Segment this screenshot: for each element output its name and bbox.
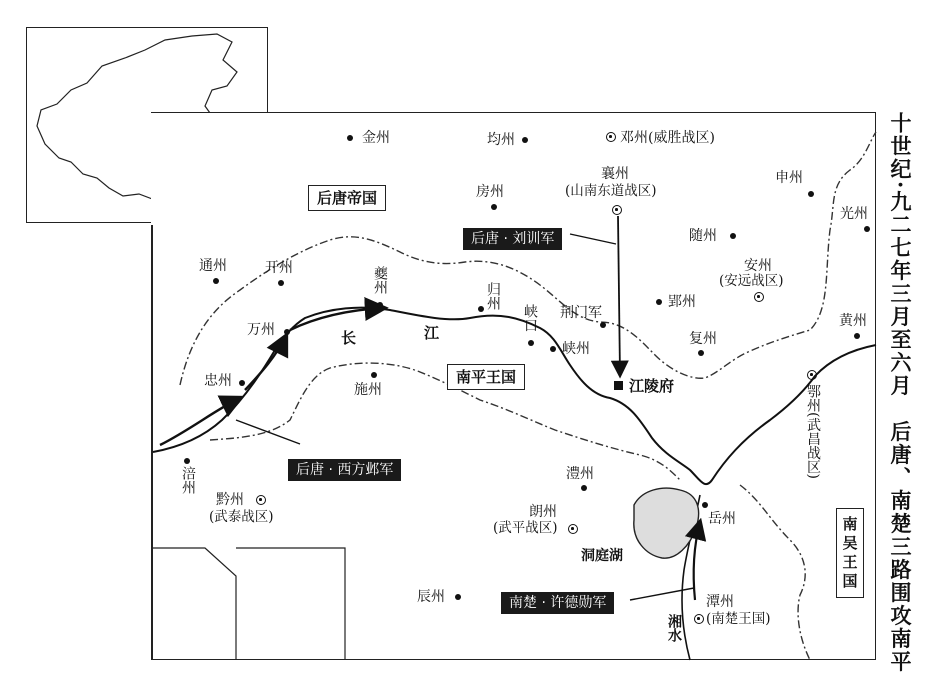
city-kuizhou: 夔州 bbox=[372, 266, 388, 294]
city-marker bbox=[528, 340, 534, 346]
city-qianzhou: 黔州 bbox=[216, 492, 244, 508]
arrow-xudexun bbox=[694, 522, 700, 600]
capital-marker bbox=[256, 495, 266, 505]
region-lower-left-2 bbox=[236, 548, 345, 660]
city-guizhou: 归州 bbox=[485, 282, 501, 310]
city-marker bbox=[600, 322, 606, 328]
city-marker bbox=[656, 299, 662, 305]
city-yuezhou: 岳州 bbox=[708, 511, 736, 527]
city-langzhou-sub: (武平战区) bbox=[493, 520, 558, 536]
capital-marker bbox=[606, 132, 616, 142]
city-fuzhou: 涪州 bbox=[180, 466, 196, 494]
city-marker bbox=[278, 280, 284, 286]
city-marker bbox=[854, 333, 860, 339]
arrow-liuxun bbox=[618, 216, 620, 375]
city-marker bbox=[730, 233, 736, 239]
city-xiangzhou-sub: (山南东道战区) bbox=[565, 183, 657, 199]
leader-xudexun bbox=[630, 588, 694, 600]
river-xiangshui: 湘水 bbox=[666, 614, 682, 642]
arrow-xifang-1 bbox=[160, 398, 240, 445]
city-marker bbox=[864, 226, 870, 232]
city-huangzhou: 黄州 bbox=[839, 313, 867, 329]
city-guangzhou: 光州 bbox=[840, 206, 868, 222]
city-shizhou: 施州 bbox=[354, 382, 382, 398]
city-chenzhou: 辰州 bbox=[417, 589, 445, 605]
army-xudexun-label: 南楚 · 许德勋军 bbox=[501, 592, 614, 614]
city-marker bbox=[702, 502, 708, 508]
river-changjiang-2: 江 bbox=[424, 324, 440, 342]
city-marker bbox=[808, 191, 814, 197]
river-changjiang-1: 长 bbox=[341, 329, 357, 347]
city-marker bbox=[213, 278, 219, 284]
capital-marker bbox=[612, 205, 622, 215]
city-marker bbox=[377, 302, 383, 308]
capital-marker bbox=[568, 524, 578, 534]
army-liuxun-label: 后唐 · 刘训军 bbox=[463, 228, 562, 250]
border-south bbox=[210, 363, 680, 480]
city-marker bbox=[455, 594, 461, 600]
region-lower-left bbox=[153, 548, 236, 660]
city-yingzhou: 郢州 bbox=[668, 294, 696, 310]
city-marker bbox=[581, 485, 587, 491]
city-ezhou: 鄂州(武昌战区) bbox=[805, 384, 821, 479]
city-shenzhou: 申州 bbox=[775, 170, 803, 186]
city-xiakou: 峡口 bbox=[522, 304, 538, 332]
city-anzhou: 安州 bbox=[744, 258, 772, 274]
capital-marker bbox=[694, 614, 704, 624]
map-title: 十世纪·九二七年三月至六月 后唐、南楚三路围攻南平 bbox=[888, 112, 913, 674]
state-nanping-label: 南平王国 bbox=[447, 364, 525, 390]
capital-marker bbox=[754, 292, 764, 302]
city-lizhou: 澧州 bbox=[566, 466, 594, 482]
city-jianglingfu: 江陵府 bbox=[629, 377, 675, 395]
city-jingmenjun: 荆门军 bbox=[560, 305, 602, 321]
city-xiangzhou: 襄州 bbox=[601, 166, 629, 182]
city-jinzhou: 金州 bbox=[362, 130, 390, 146]
capital-square-marker bbox=[614, 381, 623, 390]
lake-dongting-label: 洞庭湖 bbox=[581, 548, 623, 564]
city-fuzhou-hubei: 复州 bbox=[689, 331, 717, 347]
city-tanzhou: 潭州 bbox=[706, 594, 734, 610]
city-dengzhou: 邓州(威胜战区) bbox=[620, 130, 715, 146]
city-marker bbox=[550, 346, 556, 352]
leader-xifang bbox=[236, 420, 300, 444]
city-marker bbox=[347, 135, 353, 141]
city-marker bbox=[522, 137, 528, 143]
city-tongzhou: 通州 bbox=[199, 258, 227, 274]
city-marker bbox=[184, 458, 190, 464]
city-marker bbox=[371, 372, 377, 378]
city-anzhou-sub: (安远战区) bbox=[719, 273, 784, 289]
city-zhongzhou: 忠州 bbox=[204, 373, 232, 389]
city-tanzhou-sub: (南楚王国) bbox=[706, 611, 771, 627]
city-langzhou: 朗州 bbox=[529, 504, 557, 520]
city-marker bbox=[491, 204, 497, 210]
border-wu bbox=[740, 485, 810, 660]
city-fangzhou: 房州 bbox=[476, 184, 504, 200]
leader-liuxun bbox=[570, 234, 616, 244]
state-houtang-label: 后唐帝国 bbox=[308, 185, 386, 211]
city-junzhou: 均州 bbox=[487, 132, 515, 148]
capital-marker bbox=[807, 370, 817, 380]
city-xiazhou: 峡州 bbox=[562, 341, 590, 357]
city-kaizhou: 开州 bbox=[265, 260, 293, 276]
city-qianzhou-sub: (武泰战区) bbox=[209, 509, 274, 525]
state-nanwu-label: 南吴王国 bbox=[836, 508, 864, 598]
city-wanzhou: 万州 bbox=[247, 322, 275, 338]
city-marker bbox=[478, 306, 484, 312]
army-xifang-label: 后唐 · 西方邺军 bbox=[288, 459, 401, 481]
city-marker bbox=[239, 380, 245, 386]
city-marker bbox=[698, 350, 704, 356]
city-marker bbox=[284, 329, 290, 335]
city-suizhou: 随州 bbox=[689, 228, 717, 244]
